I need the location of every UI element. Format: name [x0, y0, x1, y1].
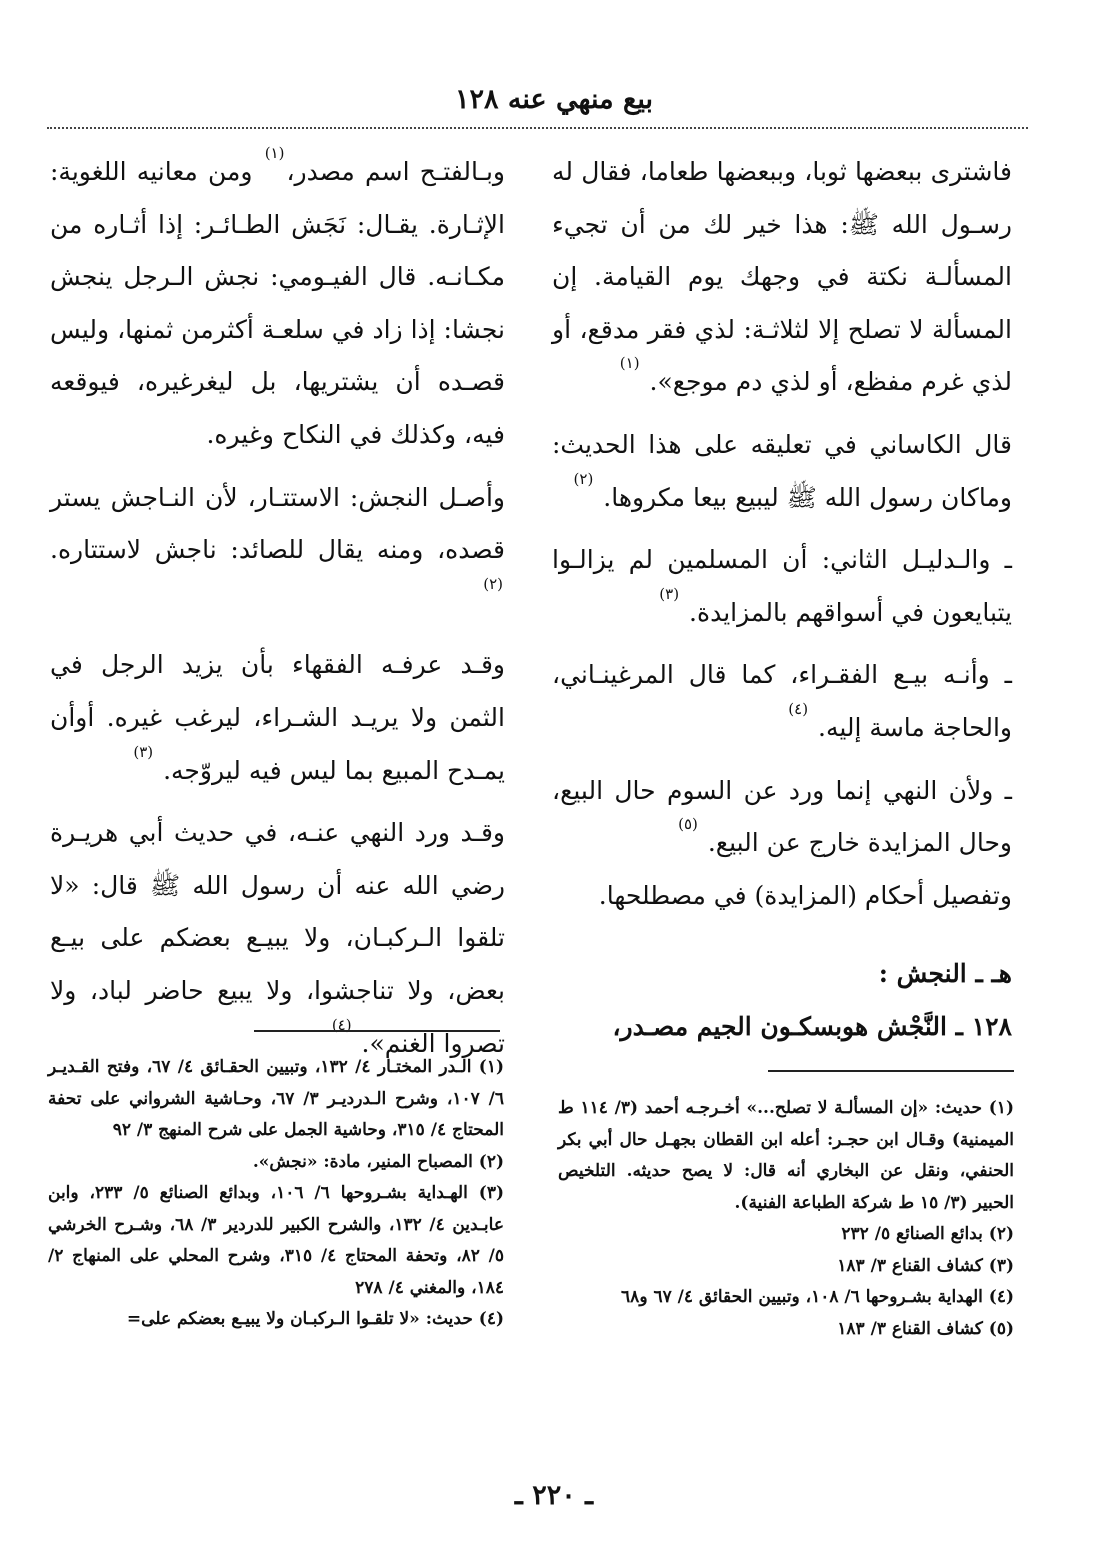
footnote-ref: (١): [264, 144, 285, 162]
footnote-ref: (٣): [133, 742, 154, 761]
paragraph: [50, 472, 505, 630]
paragraph: [552, 870, 1012, 923]
paragraph: [552, 765, 1012, 870]
paragraph: [552, 534, 1012, 639]
paragraph-text: وقـد عرفـه الفقهاء بأن يزيد الرجل في الثمن ولا يريـد الشـراء، ليرغب غيره. أوأن يمـدح المبيع بما ليس فيه ليروّجه.: [50, 650, 505, 785]
footnote-ref: (٤): [788, 699, 809, 718]
footnote-ref: (٥): [678, 815, 698, 834]
footnote-ref: (٢): [573, 469, 594, 488]
paragraph: [552, 419, 1012, 524]
numbered-paragraph-start: ١٢٨ ـ النَّجْش هوبسكـون الجيم مصـدر،: [612, 1011, 1012, 1041]
footnote-ref: (٤): [331, 1015, 352, 1034]
footnotes-right: [558, 1093, 1014, 1345]
footnote-ref: (٣): [659, 584, 680, 603]
paragraph: [552, 146, 1012, 409]
right-column: [552, 146, 1012, 1064]
footnote-divider-left: [254, 1030, 500, 1032]
footnote: (٣) الهـداية بشـروحها ٦/ ١٠٦، وبدائع الصنائع ٥/ ٢٣٣، وابن عابـدين ٤/ ١٣٢، والشرح الكبير للدردير ٣/ ٦٨، وشـرح الخرشي ٥/ ٨٢، وتحفة المحتاج ٤/ ٣١٥، وشرح المحلي على المنهاج ٢/ ١٨٤، والمغني ٤/ ٢٧٨: [48, 1183, 504, 1298]
paragraph-text: وقـد ورد النهي عنـه، في حديث أبي هريـرة رضي الله عنه أن رسول الله ﷺ قال: «لا تلقوا الـركبـان، ولا يبيـع بعضكم على بيـع بعض، ولا تناجشوا، ولا يبيع حاضر لباد، ولا تصروا الغنم».: [50, 818, 505, 1058]
paragraph-text: وبـالفتـح اسم مصدر،: [286, 157, 505, 186]
paragraph-text: ـ ولأن النهي إنما ورد عن السوم حال البيع، وحال المزايدة خارج عن البيع.: [552, 775, 1012, 858]
footnote-ref: (٢): [483, 574, 503, 593]
paragraph-text: فاشترى ببعضها ثوبا، وببعضها طعاما، فقال له رسـول الله ﷺ: هذا خير لك من أن تجيء المسألـة نكتة في وجهك يوم القيامة. إن المسألة لا تصلح إلا لثلاثـة: لذي فقر مدقع، أو لذي غرم مفظع، أو لذي دم موجع».: [552, 157, 1012, 397]
paragraph: [50, 639, 505, 797]
paragraph-text: وأصـل النجش: الاستتـار، لأن النـاجش يستر قصده، ومنه يقال للصائد: ناجش لاستتاره.: [50, 482, 505, 565]
paragraph-text: وتفصيل أحكام (المزايدة) في مصطلحها.: [598, 880, 1012, 910]
footnote: (٣) كشاف القناع ٣/ ١٨٣: [837, 1255, 1014, 1276]
footnote: (٢) المصباح المنير، مادة: «نجش».: [252, 1151, 504, 1172]
page-number: ـ ٢٢٠ ـ: [514, 1480, 594, 1511]
footnote: (٢) بدائع الصنائع ٥/ ٢٣٢: [841, 1224, 1014, 1244]
footnote: (١) حديث: «إن المسألـة لا تصلح...» أخـرجـه أحمد (٣/ ١١٤ ط الميمنية) وقـال ابن حجـر: أعله ابن القطان بجهـل حال أبي بكر الحنفي، ونقل عن البخاري أنه قال: لا يصح حديثه. التلخيص الحبير (٣/ ١٥ ط شركة الطباعة الفنية).: [558, 1098, 1014, 1213]
footnote-divider-right: [768, 1070, 1014, 1072]
footnotes-left: [48, 1052, 504, 1336]
footnote: (٤) حديث: «لا تلقـوا الـركبـان ولا يبيـع بعضكم على=: [126, 1309, 504, 1329]
paragraph-text-continued: ومن معانيه اللغوية: الإثـارة. يقـال: نَجَش الطـائـر: إذا أثـاره من مكـانـه. قال الفيـومي: نجش الـرجل ينجش نجشا: إذا زاد في سلعـة أكثرمن ثمنها، وليس قصـده أن يشتريها، بل ليغرغيره، فيوقعه فيه، وكذلك في النكاح وغيره.: [50, 157, 505, 449]
paragraph-text: ـ والـدليـل الثاني: أن المسلمين لم يزالـوا يتبايعون في أسواقهم بالمزايدة.: [552, 545, 1012, 627]
paragraph-text: ـ وأنـه بيـع الفقـراء، كما قال المرغينـاني، والحاجة ماسة إليه.: [552, 660, 1012, 742]
paragraph: [50, 146, 505, 462]
footnote-ref: (١): [619, 354, 640, 373]
page-header: بيع منهي عنه ١٢٨: [454, 84, 654, 115]
footnote: (٥) كشاف القناع ٣/ ١٨٣: [837, 1318, 1014, 1339]
paragraph-text: قال الكاساني في تعليقه على هذا الحديث: وماكان رسول الله ﷺ ليبيع بيعا مكروها.: [552, 429, 1012, 512]
footnote: (١) الـدر المختـار ٤/ ١٣٢، وتبيين الحقـائق ٤/ ٦٧، وفتح القـديـر ٦/ ١٠٧، وشرح الـدرديـر ٣/ ٦٧، وحـاشية الشرواني على تحفة المحتاج ٤/ ٣١٥، وحاشية الجمل على شرح المنهج ٣/ ٩٢: [48, 1057, 504, 1140]
footnote: (٤) الهداية بشـروحها ٦/ ١٠٨، وتبيين الحقائق ٤/ ٦٧ و٦٨: [621, 1287, 1014, 1307]
header-divider: [47, 127, 1028, 129]
section-heading: هـ ـ النجش :: [878, 959, 1012, 989]
paragraph: [552, 649, 1012, 754]
left-column: [50, 146, 505, 1080]
